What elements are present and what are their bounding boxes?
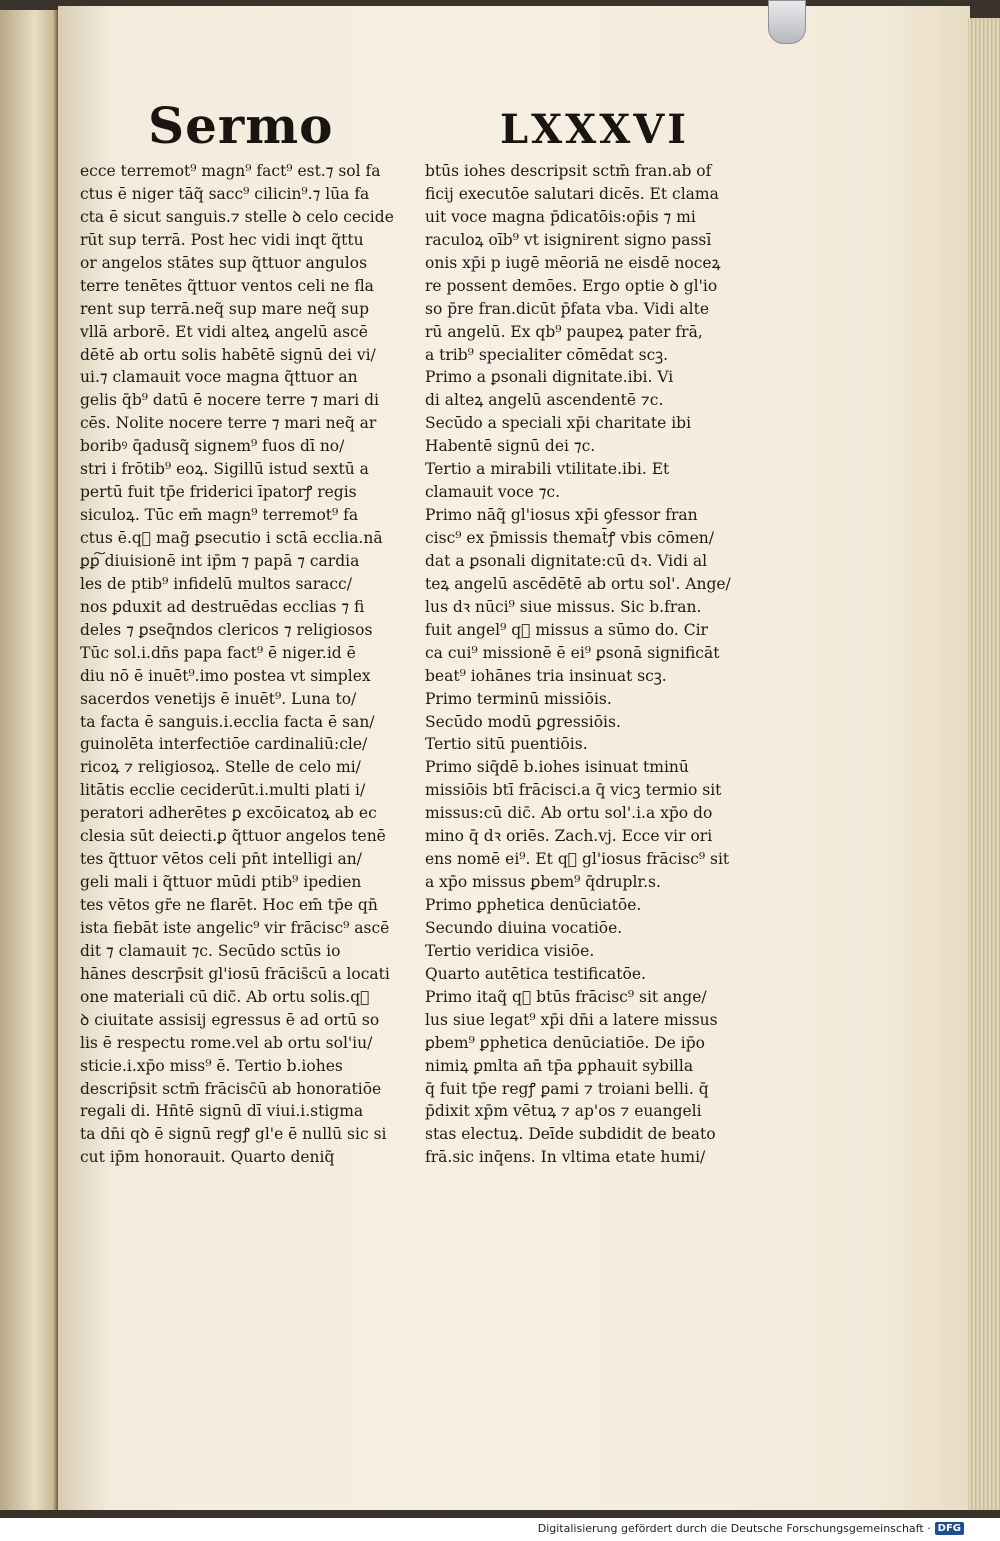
text-line: boribꝰ q̄adusq̃ signem⁹ fuos dī no/ <box>80 437 345 456</box>
text-line: lus dꝛ nūci⁹ siue missus. Sic b.fran. <box>425 597 702 616</box>
text-line: Tertio veridica visiōe. <box>425 941 595 960</box>
text-line: clamauit voce ⁊c. <box>425 483 561 502</box>
dfg-logo-icon: DFG <box>935 1522 964 1535</box>
text-line: Tūc sol.i.dn̄s papa fact⁹ ē niger.id ē <box>80 643 356 662</box>
text-line: ꝑꝑ͠ diuisionē int ip̄m ⁊ papā ⁊ cardia <box>80 551 360 570</box>
text-line: Primo a ꝑsonali dignitate.ibi. Vi <box>425 368 674 387</box>
text-line: pertū fuit tp̄e friderici īpatorꝭ regis <box>80 483 357 502</box>
text-line: gelis q̄b⁹ datū ē nocere terre ⁊ mari di <box>80 391 380 410</box>
text-line: les de ptib⁹ infidelū multos saracc/ <box>80 574 352 593</box>
text-line: dit ⁊ clamauit ⁊c. Secūdo sctūs io <box>80 941 341 960</box>
text-line: onis xp̄i p iugē mēoriā ne eisdē noceꝝ <box>425 253 721 272</box>
text-line: siculoꝝ. Tūc em̄ magn⁹ terremot⁹ fa <box>80 506 359 525</box>
text-line: nimiꝝ ꝑmlta an̄ tp̄a ꝑphauit sybilla <box>425 1056 694 1075</box>
text-line: Primo itaq̃ q᷑ btūs frācisc⁹ sit ange/ <box>425 987 707 1006</box>
text-line: ctus ē niger tāq̃ sacc⁹ cilicin⁹.⁊ lūa fa <box>80 184 370 203</box>
digitization-credit <box>538 1522 964 1535</box>
text-line: Secūdo a speciali xp̄i charitate ibi <box>425 414 692 433</box>
text-line: ctus ē.q᷑ mag̃ ꝑsecutio i sctā ecclia.nā <box>80 529 383 547</box>
text-line: ꝑbem⁹ ꝑphetica denūciatiōe. De ip̄o <box>425 1033 705 1052</box>
text-line: ista fiebāt iste angelic⁹ vir frācisc⁹ ascē <box>80 918 390 937</box>
text-line: re possent demōes. Ergo optie ꝺ gl'io <box>425 276 718 295</box>
running-header-title: Sermo <box>148 96 334 155</box>
text-line: diu nō ē inuēt⁹.imo postea vt simplex <box>80 666 371 685</box>
text-line: Secundo diuina vocatiōe. <box>425 918 623 937</box>
text-line: Secūdo modū ꝑgressiōis. <box>425 712 621 731</box>
text-line: Tertio sitū puentiōis. <box>425 735 588 754</box>
text-line: Habentē signū dei ⁊c. <box>425 437 596 456</box>
text-column-right <box>425 160 770 1169</box>
text-line: vllā arborē. Et vidi alteꝝ angelū ascē <box>80 322 368 341</box>
text-line: Primo siq̄dē b.iohes isinuat tminū <box>425 758 689 777</box>
text-line: ta facta ē sanguis.i.ecclia facta ē san/ <box>80 712 375 731</box>
text-line: guinolēta interfectiōe cardinaliū:cle/ <box>80 735 368 754</box>
text-line: p̄dixit xp̄m vētuꝝ ⁊ ap'os ⁊ euangeli <box>425 1102 702 1121</box>
credit-text: Digitalisierung gefördert durch die Deutsche Forschungsgemeinschaft · <box>537 1522 931 1535</box>
text-line: nos ꝑduxit ad destruēdas ecclias ⁊ fi <box>80 597 365 616</box>
text-line: or angelos stātes sup q̃ttuor angulos <box>80 253 368 272</box>
text-line: a xp̄o missus ꝑbem⁹ q̄druplr.s. <box>425 873 661 892</box>
text-line: cisc⁹ ex p̄missis themat̄ꝭ vbis cōmen/ <box>425 529 715 547</box>
text-line: geli mali i q̃ttuor mūdi ptib⁹ ipedien <box>80 873 362 892</box>
text-line: Primo terminū missiōis. <box>425 689 612 708</box>
text-line: rent sup terrā.neq̃ sup mare neq̃ sup <box>80 299 369 318</box>
text-line: deles ⁊ ꝑseq̄ndos clericos ⁊ religiosos <box>80 620 373 639</box>
text-line: peratori adherētes ꝑ excōicatoꝝ ab ec <box>80 804 377 823</box>
text-line: mino q̄ dꝛ oriēs. Zach.vj. Ecce vir ori <box>425 827 713 846</box>
text-line: dētē ab ortu solis habētē signū dei vi/ <box>80 345 376 364</box>
text-line: dat a ꝑsonali dignitate:cū dꝛ. Vidi al <box>425 551 708 570</box>
text-line: Quarto autētica testificatōe. <box>425 964 646 983</box>
text-line: tes q̃ttuor vētos celi pn̄t intelligi an/ <box>80 850 362 869</box>
text-line: cēs. Nolite nocere terre ⁊ mari neq̃ ar <box>80 414 377 433</box>
text-line: tes vētos gr̄e ne flarēt. Hoc em̄ tp̄e qn̄ <box>80 896 378 914</box>
text-line: so p̄re fran.dicūt p̄fata vba. Vidi alte <box>425 299 709 318</box>
text-line: one materiali cū dic̄. Ab ortu solis.q᷑ <box>80 987 370 1006</box>
text-line: clesia sūt deiecti.ꝑ q̃ttuor angelos tenē <box>80 827 386 846</box>
text-line: sticie.i.xp̄o miss⁹ ē. Tertio b.iohes <box>80 1056 343 1075</box>
page-stack-edge <box>968 18 1000 1510</box>
text-line: ta dn̄i qꝺ ē signū regꝭ gl'e ē nullū sic si <box>80 1125 387 1144</box>
text-line: stas electuꝝ. Deīde subdidit de beato <box>425 1125 716 1144</box>
text-line: missiōis btī frācisci.a q̄ vicꝫ termio sit <box>425 781 722 800</box>
text-line: btūs iohes descripsit sctm̄ fran.ab of <box>425 162 712 180</box>
text-line: litātis ecclie ceciderūt.i.multi plati i/ <box>80 781 366 800</box>
text-line: di alteꝝ angelū ascendentē ⁊c. <box>425 391 664 410</box>
text-line: Primo nāq̃ gl'iosus xp̄i ꝯfessor fran <box>425 506 698 525</box>
text-line: descrip̄sit sctm̄ frācisc̄ū ab honoratiōe <box>80 1079 382 1098</box>
text-line: sacerdos venetijs ē inuēt⁹. Luna to/ <box>80 689 357 708</box>
text-line: missus:cū dic̄. Ab ortu sol'.i.a xp̄o do <box>425 804 713 823</box>
text-line: ca cui⁹ missionē ē ei⁹ ꝑsonā significāt <box>425 643 720 662</box>
text-line: Primo ꝑphetica denūciatōe. <box>425 896 642 914</box>
text-line: teꝝ angelū ascēdētē ab ortu sol'. Ange/ <box>425 574 731 593</box>
text-line: ꝺ ciuitate assisij egressus ē ad ortū so <box>80 1010 380 1029</box>
text-line: Tertio a mirabili vtilitate.ibi. Et <box>425 460 670 479</box>
text-line: ui.⁊ clamauit voce magna q̃ttuor an <box>80 368 358 387</box>
text-line: beat⁹ iohānes tria insinuat scꝫ. <box>425 666 667 685</box>
text-line: stri i frōtib⁹ eoꝝ. Sigillū istud sextū a <box>80 460 369 479</box>
page-clip <box>768 0 806 44</box>
text-line: rūt sup terrā. Post hec vidi inqt q̃ttu <box>80 230 364 249</box>
text-line: ricoꝝ ⁊ religiosoꝝ. Stelle de celo mi/ <box>80 758 361 777</box>
text-line: ens nomē ei⁹. Et q᷑ gl'iosus frācisc⁹ sit <box>425 850 730 869</box>
text-line: a trib⁹ specialiter cōmēdat scꝫ. <box>425 345 669 364</box>
text-line: ecce terremot⁹ magn⁹ fact⁹ est.⁊ sol fa <box>80 162 381 180</box>
text-line: cut ip̄m honorauit. Quarto deniq̃ <box>80 1148 335 1167</box>
text-line: frā.sic inq̄ens. In vltima etate humi/ <box>425 1148 706 1167</box>
left-page-edge <box>0 10 58 1510</box>
folio-number: LXXXVI <box>500 106 689 153</box>
text-column-left <box>80 160 415 1169</box>
text-line: cta ē sicut sanguis.⁊ stelle ꝺ celo cecide <box>80 207 394 226</box>
text-line: uit voce magna p̄dicatōis:op̄is ⁊ mi <box>425 207 696 226</box>
text-line: q̄ fuit tp̄e regꝭ ꝑami ⁊ troiani belli. q̄ <box>425 1079 709 1098</box>
text-line: raculoꝝ oīb⁹ vt isignirent signo passī <box>425 230 712 249</box>
text-line: ficij executōe salutari dicēs. Et clama <box>425 184 719 203</box>
text-line: regali di. Hn̄tē signū dī viui.i.stigma <box>80 1102 364 1121</box>
text-line: rū angelū. Ex qb⁹ paupeꝝ pater frā, <box>425 322 703 341</box>
text-line: fuit angel⁹ q᷑ missus a sūmo do. Cir <box>425 620 708 639</box>
text-line: lus siue legat⁹ xp̄i dn̄i a latere missus <box>425 1010 718 1029</box>
text-line: terre tenētes q̃ttuor ventos celi ne fla <box>80 276 374 295</box>
text-line: hānes descrp̄sit gl'iosū frācis̄cū a locati <box>80 964 390 983</box>
text-line: lis ē respectu rome.vel ab ortu sol'iu/ <box>80 1033 373 1052</box>
